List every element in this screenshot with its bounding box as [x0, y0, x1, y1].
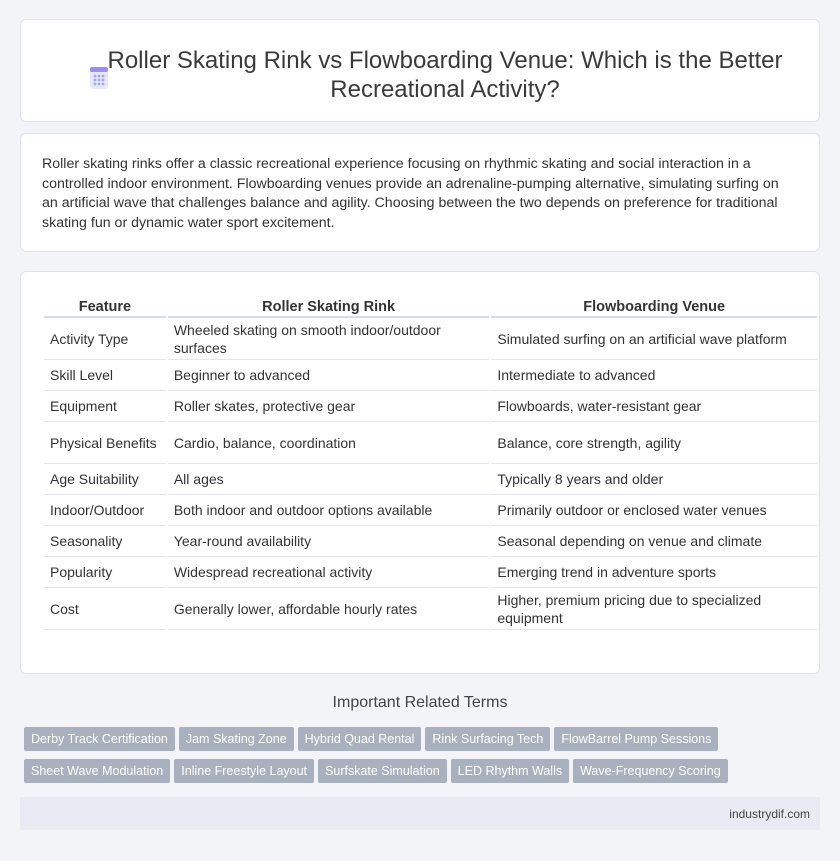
table-header-row: [44, 293, 817, 318]
related-terms-heading: Important Related Terms: [332, 694, 508, 711]
title-card: [20, 19, 820, 122]
header-feature: Feature: [44, 293, 166, 318]
flowboarding-cell: Emerging trend in adventure sports: [491, 557, 817, 588]
table-row: [44, 588, 817, 630]
flowboarding-cell: Seasonal depending on venue and climate: [491, 526, 817, 557]
roller-cell: Widespread recreational activity: [168, 557, 490, 588]
header-flowboarding-venue: Flowboarding Venue: [491, 293, 817, 318]
page-title: Roller Skating Rink vs Flowboarding Venue: Which is the Better Recreational Activity?: [107, 47, 783, 103]
intro-card: [20, 133, 820, 252]
related-term-tag[interactable]: Surfskate Simulation: [318, 759, 447, 783]
table-row: [44, 495, 817, 526]
table-row: [44, 422, 817, 464]
roller-cell: Year-round availability: [168, 526, 490, 557]
related-term-tag[interactable]: Derby Track Certification: [24, 727, 175, 751]
flowboarding-cell: Simulated surfing on an artificial wave platform: [491, 318, 817, 360]
related-term-tag[interactable]: Jam Skating Zone: [179, 727, 294, 751]
related-terms-row: [24, 727, 824, 751]
roller-cell: Beginner to advanced: [168, 360, 490, 391]
flowboarding-cell: Intermediate to advanced: [491, 360, 817, 391]
feature-cell: Seasonality: [44, 526, 166, 557]
table-row: [44, 318, 817, 360]
footer-site-link[interactable]: industrydif.com: [729, 807, 810, 821]
roller-cell: Wheeled skating on smooth indoor/outdoor surfaces: [168, 318, 490, 360]
flowboarding-cell: Typically 8 years and older: [491, 464, 817, 495]
roller-cell: Cardio, balance, coordination: [168, 422, 490, 464]
comparison-table-card: [20, 271, 820, 674]
comparison-table: [42, 293, 819, 630]
related-term-tag[interactable]: FlowBarrel Pump Sessions: [554, 727, 718, 751]
header-roller-skating-rink: Roller Skating Rink: [168, 293, 490, 318]
feature-cell: Skill Level: [44, 360, 166, 391]
flowboarding-cell: Balance, core strength, agility: [491, 422, 817, 464]
roller-cell: Both indoor and outdoor options available: [168, 495, 490, 526]
flowboarding-cell: Primarily outdoor or enclosed water venues: [491, 495, 817, 526]
intro-paragraph: Roller skating rinks offer a classic recreational experience focusing on rhythmic skating and social interaction in a controlled indoor environment. Flowboarding venues provide an adrenaline-pumping alternative, simulating surfing on an artificial wave that challenges balance and agility. Choosing between the two depends on preference for traditional skating fun or dynamic water sport excitement.: [42, 156, 779, 231]
table-row: [44, 464, 817, 495]
related-term-tag[interactable]: Rink Surfacing Tech: [425, 727, 550, 751]
related-term-tag[interactable]: Wave-Frequency Scoring: [573, 759, 728, 783]
feature-cell: Cost: [44, 588, 166, 630]
related-term-tag[interactable]: Sheet Wave Modulation: [24, 759, 170, 783]
related-term-tag[interactable]: Hybrid Quad Rental: [298, 727, 422, 751]
roller-cell: Generally lower, affordable hourly rates: [168, 588, 490, 630]
table-row: [44, 557, 817, 588]
footer-bar: [20, 797, 820, 830]
flowboarding-cell: Flowboards, water-resistant gear: [491, 391, 817, 422]
feature-cell: Physical Benefits: [44, 422, 166, 464]
feature-cell: Age Suitability: [44, 464, 166, 495]
feature-cell: Activity Type: [44, 318, 166, 360]
table-row: [44, 360, 817, 391]
feature-cell: Indoor/Outdoor: [44, 495, 166, 526]
roller-cell: Roller skates, protective gear: [168, 391, 490, 422]
related-term-tag[interactable]: LED Rhythm Walls: [451, 759, 569, 783]
related-term-tag[interactable]: Inline Freestyle Layout: [174, 759, 314, 783]
feature-cell: Equipment: [44, 391, 166, 422]
table-row: [44, 391, 817, 422]
related-terms-row: [24, 759, 824, 783]
feature-cell: Popularity: [44, 557, 166, 588]
table-row: [44, 526, 817, 557]
flowboarding-cell: Higher, premium pricing due to specialized equipment: [491, 588, 817, 630]
roller-cell: All ages: [168, 464, 490, 495]
